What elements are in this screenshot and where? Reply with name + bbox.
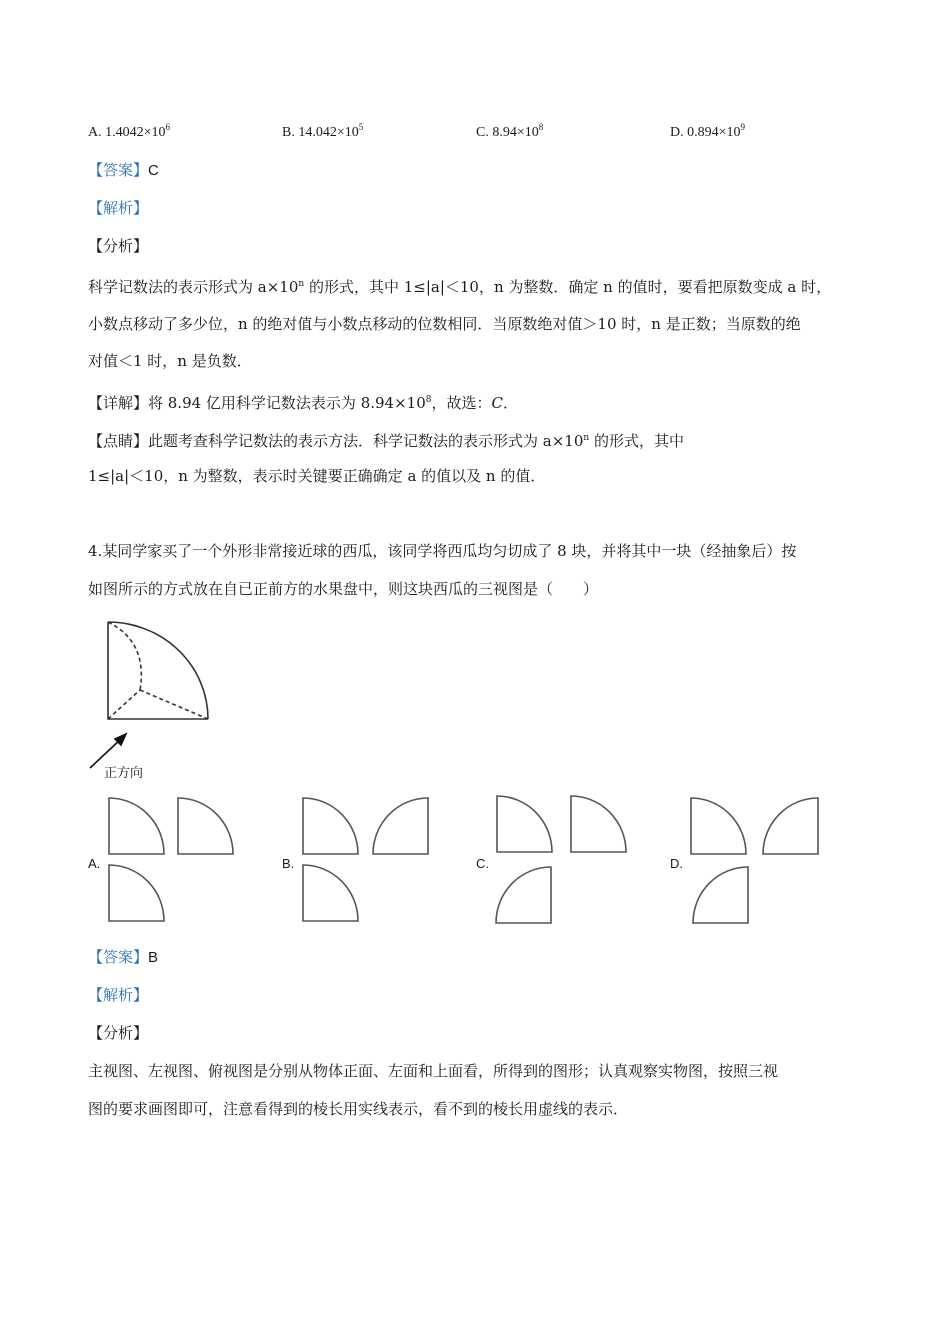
q4-option-b-views (294, 790, 444, 930)
q3-option-a (88, 122, 170, 141)
q3-answer-tag: 【答案】 (88, 161, 149, 179)
q3-detail-sup: 8 (425, 395, 432, 405)
q3-dianjing-b: 的形式，其中 (589, 432, 684, 450)
q3-dianjing-line-2: 1≤|a|＜10，n 为整数，表示时关键要正确确定 a 的值以及 n 的值． (88, 467, 546, 485)
q4-option-label-b: B. (282, 856, 295, 871)
view-top (303, 865, 358, 921)
q3-fenxi-l1a: 科学记数法的表示形式为 a×10 (88, 278, 299, 296)
q4-option-a-views (100, 790, 250, 930)
q4-answer (88, 947, 158, 968)
q3-detail-c: C (491, 394, 503, 412)
q4-stem-line-1: 4.某同学家买了一个外形非常接近球的西瓜，该同学将西瓜均匀切成了 8 块，并将其中一块（经抽象后）按 (88, 542, 797, 560)
q3-option-b-exp: 5 (358, 122, 364, 132)
q3-detail (88, 390, 518, 413)
q3-dianjing-line-1 (88, 428, 684, 451)
wedge-outer-arc (108, 622, 208, 719)
view-top (693, 867, 748, 923)
view-left (763, 798, 818, 854)
view-front (109, 798, 164, 854)
view-top (496, 867, 551, 923)
view-left (571, 796, 626, 852)
wedge-box-edges (108, 622, 208, 719)
q4-stem-line-2: 如图所示的方式放在自已正前方的水果盘中，则这块西瓜的三视图是（ ） (88, 580, 599, 598)
q4-analysis-tag: 【解析】 (88, 986, 149, 1004)
q4-option-label-c: C. (476, 856, 489, 871)
q3-option-c-text: C. 8.94×10 (476, 125, 539, 140)
q4-fenxi-line-1: 主视图、左视图、俯视图是分别从物体正面、左面和上面看，所得到的图形；认真观察实物图，按照三视 (88, 1062, 779, 1080)
q3-answer-value: C (148, 162, 159, 179)
q3-option-d-text: D. 0.894×10 (670, 125, 741, 140)
view-top (109, 865, 164, 921)
q3-fenxi-line-2: 小数点移动了多少位，n 的绝对值与小数点移动的位数相同．当原数绝对值＞10 时，n 是正数；当原数的绝 (88, 315, 801, 333)
q3-fenxi-line-3: 对值＜1 时，n 是负数． (88, 352, 252, 370)
q3-option-a-text: A. 1.4042×10 (88, 125, 166, 140)
q3-analysis-tag: 【解析】 (88, 199, 149, 217)
q3-option-d-exp: 9 (740, 122, 746, 132)
q4-answer-value: B (148, 949, 159, 966)
q3-option-a-exp: 6 (165, 122, 171, 132)
view-front (303, 798, 358, 854)
q4-fenxi-tag: 【分析】 (88, 1024, 149, 1042)
view-front (691, 798, 746, 854)
q4-fenxi-line-2: 图的要求画图即可，注意看得到的棱长用实线表示，看不到的棱长用虚线的表示． (88, 1100, 629, 1118)
watermelon-wedge-figure (78, 612, 228, 782)
q3-dianjing-a: 【点睛】此题考查科学记数法的表示方法．科学记数法的表示形式为 a×10 (88, 432, 584, 450)
q3-dianjing-sup: n (583, 433, 590, 443)
q3-fenxi-paragraph (88, 266, 868, 380)
q3-detail-b: ，故选： (431, 394, 492, 412)
q3-detail-d: ． (503, 394, 519, 412)
direction-label: 正方向 (104, 765, 144, 780)
q4-option-d-views (682, 790, 832, 930)
q3-detail-a: 【详解】将 8.94 亿用科学记数法表示为 8.94×10 (88, 394, 426, 412)
q3-fenxi-l1b: 的形式，其中 1≤|a|＜10，n 为整数．确定 n 的值时，要看把原数变成 a 时， (304, 278, 832, 296)
q4-answer-tag: 【答案】 (88, 948, 149, 966)
q3-option-b (282, 122, 363, 141)
q3-fenxi-l1-sup: n (298, 279, 305, 289)
q3-option-c (476, 122, 543, 141)
q3-option-c-exp: 8 (538, 122, 544, 132)
wedge-hidden-edge (108, 690, 208, 719)
q4-option-label-d: D. (670, 856, 683, 871)
q3-option-b-text: B. 14.042×10 (282, 125, 359, 140)
q3-fenxi-line-1 (88, 266, 868, 306)
q3-option-d (670, 122, 745, 141)
q3-fenxi-tag: 【分析】 (88, 237, 149, 255)
wedge-hidden-arc (108, 622, 141, 690)
view-left (178, 798, 233, 854)
q4-option-label-a: A. (88, 856, 101, 871)
view-left (373, 798, 428, 854)
q3-answer (88, 160, 159, 181)
view-front (497, 796, 552, 852)
q4-option-c-views (488, 790, 638, 930)
